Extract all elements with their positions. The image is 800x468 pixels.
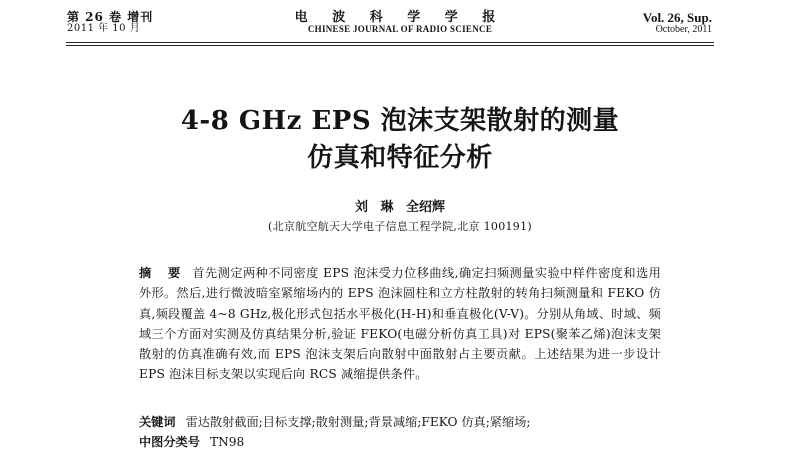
paper-title-line1: 4-8 GHz EPS 泡沫支架散射的测量 [180,106,620,136]
header-volume-info-en [643,11,712,35]
header-volume-info [67,11,153,34]
paper-authors: 刘 琳 全绍辉 [354,200,446,215]
header-volume: 第 26 卷 增刊 [67,10,154,24]
header-journal [240,11,560,35]
keywords-label: 关键词 [139,415,176,429]
header-volume-en: Vol. 26, Sup. [642,10,712,25]
keywords-text: 雷达散射截面;目标支撑;散射测量;背景减缩;FEKO 仿真;紧缩场; [185,415,531,429]
paper-title-line2: 仿真和特征分析 [307,143,493,173]
journal-name-zh: 电 波 科 学 学 报 [294,10,506,25]
classification-text: TN98 [209,435,245,449]
abstract-label: 摘 要 [139,266,187,280]
author-affiliation: (北京航空航天大学电子信息工程学院,北京 100191) [268,220,532,233]
header-date: 2011 年 10 月 [67,22,141,34]
classification-number [139,432,661,452]
paper-title [100,103,700,177]
header-date-en: October, 2011 [655,23,712,35]
header-divider-secondary [66,45,714,46]
header-divider [66,42,714,43]
abstract-text: 首先测定两种不同密度 EPS 泡沫受力位移曲线,确定扫频测量实验中样件密度和选用外形。然后,进行微波暗室紧缩场内的 EPS 泡沫圆柱和立方柱散射的转角扫频测量和 FEKO 仿真,频段覆盖 4~8 GHz,极化形式包括水平极化(H-H)和垂直极化(V-V)。分别从角域、时域、频域三个方面对实测及仿真结果分析,验证 FEKO(电磁分析仿真工具)对 EPS(聚苯乙烯)泡沫支架散射的仿真准确有效,而 EPS 泡沫支架后向散射中面散射占主要贡献。上述结果为进一步设计 EPS 泡沫目标支架以实现后向 RCS 减缩提供条件。 [139,266,661,382]
journal-name-en: CHINESE JOURNAL OF RADIO SCIENCE [307,24,493,35]
classification-label: 中图分类号 [139,435,200,449]
abstract [139,263,661,385]
keywords [139,412,661,432]
